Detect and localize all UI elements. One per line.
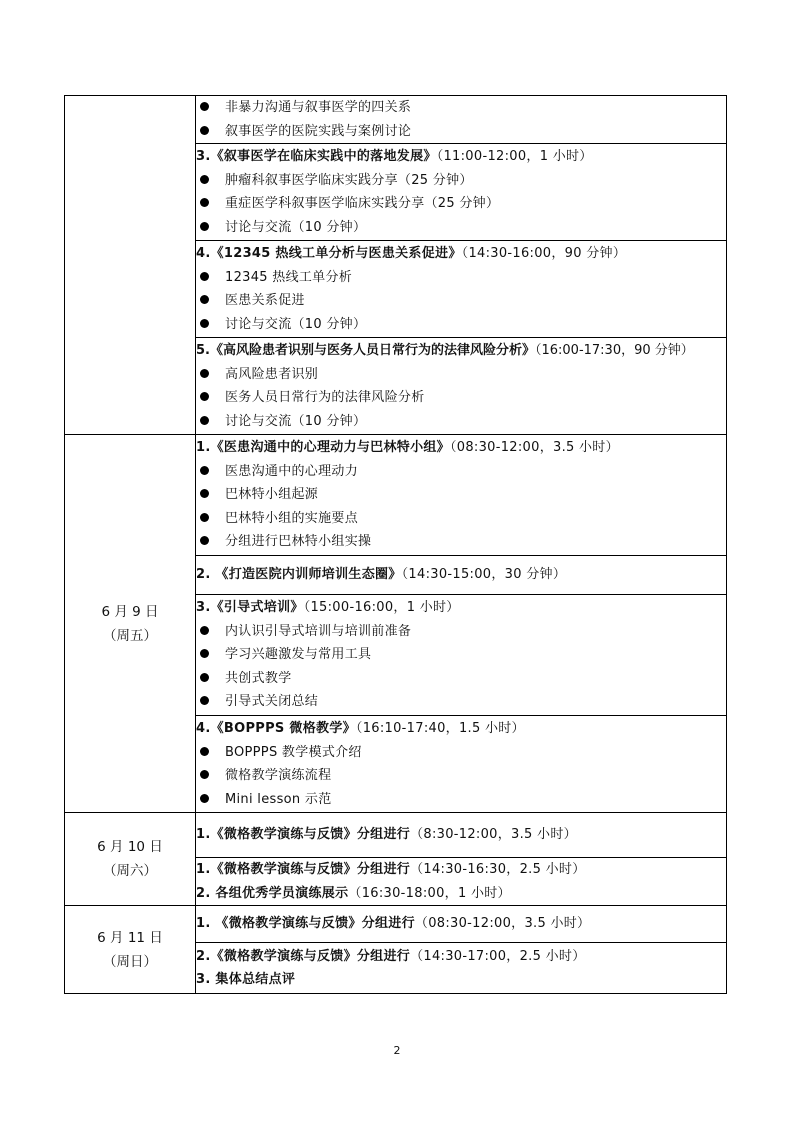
list-item: 共创式教学 <box>196 667 726 691</box>
date-cell <box>65 435 196 813</box>
bullet-icon <box>200 536 209 545</box>
session-title: 1.《微格教学演练与反馈》分组进行（14:30-16:30，2.5 小时） <box>196 862 586 877</box>
list-item: 学习兴趣激发与常用工具 <box>196 643 726 667</box>
list-item: BOPPPS 教学模式介绍 <box>196 741 726 765</box>
list-item: 分组进行巴林特小组实操 <box>196 530 726 554</box>
weekday-label: （周日） <box>103 953 157 970</box>
session-title: 5.《高风险患者识别与医务人员日常行为的法律风险分析》（16:00-17:30，90 分钟） <box>196 343 694 358</box>
list-item: 医患沟通中的心理动力 <box>196 460 726 484</box>
session-title: 1.《医患沟通中的心理动力与巴林特小组》（08:30-12:00，3.5 小时） <box>196 440 619 456</box>
weekday-label: （周五） <box>103 627 157 644</box>
session-title: 3. 集体总结点评 <box>196 972 296 987</box>
list-item: 非暴力沟通与叙事医学的四关系 <box>196 96 726 120</box>
date-cell <box>65 813 196 906</box>
session-title: 4.《BOPPPS 微格教学》（16:10-17:40，1.5 小时） <box>196 721 525 736</box>
bullet-icon <box>200 673 209 682</box>
list-item: 巴林特小组的实施要点 <box>196 507 726 531</box>
bullet-icon <box>200 747 209 756</box>
bullet-icon <box>200 466 209 475</box>
list-item: 讨论与交流（10 分钟） <box>196 410 726 434</box>
bullet-icon <box>200 794 209 803</box>
list-item: Mini lesson 示范 <box>196 788 726 812</box>
bullet-icon <box>200 626 209 635</box>
list-item: 高风险患者识别 <box>196 363 726 387</box>
bullet-icon <box>200 222 209 231</box>
session-title: 1. 《微格教学演练与反馈》分组进行（08:30-12:00，3.5 小时） <box>196 916 591 932</box>
session-block <box>196 338 727 435</box>
session-title: 3.《引导式培训》（15:00-16:00，1 小时） <box>196 600 460 616</box>
bullet-icon <box>200 102 209 111</box>
bullet-icon <box>200 649 209 658</box>
session-time: （16:30-18:00，1 小时） <box>348 885 511 901</box>
weekday-label: （周六） <box>103 863 157 879</box>
date-cell <box>65 96 196 435</box>
list-item: 巴林特小组起源 <box>196 483 726 507</box>
list-item: 医患关系促进 <box>196 289 726 313</box>
list-item: 微格教学演练流程 <box>196 764 726 788</box>
date-label: 6 月 11 日 <box>97 929 163 946</box>
session-block <box>196 144 727 241</box>
session-title: 1.《微格教学演练与反馈》分组进行（8:30-12:00，3.5 小时） <box>196 827 577 843</box>
session-title: 4.《12345 热线工单分析与医患关系促进》（14:30-16:00，90 分钟） <box>196 246 627 261</box>
session-time: （8:30-12:00，3.5 小时） <box>410 827 577 843</box>
bullet-icon <box>200 295 209 304</box>
session-block <box>196 813 727 858</box>
list-item: 12345 热线工单分析 <box>196 266 726 290</box>
bullet-icon <box>200 272 209 281</box>
bullet-icon <box>200 369 209 378</box>
session-block <box>196 858 727 906</box>
schedule-row <box>65 906 727 943</box>
list-item: 内认识引导式培训与培训前准备 <box>196 620 726 644</box>
session-title: 2.《微格教学演练与反馈》分组进行（14:30-17:00，2.5 小时） <box>196 948 586 964</box>
schedule-row <box>65 813 727 858</box>
date-cell <box>65 906 196 994</box>
session-title: 2. 各组优秀学员演练展示（16:30-18:00，1 小时） <box>196 885 511 901</box>
session-time: （08:30-12:00，3.5 小时） <box>414 916 591 932</box>
session-block <box>196 943 727 994</box>
session-time: （14:30-15:00，30 分钟） <box>401 567 567 583</box>
session-block <box>196 556 727 595</box>
session-time: （11:00-12:00，1 小时） <box>436 149 593 164</box>
bullet-icon <box>200 319 209 328</box>
bullet-icon <box>200 126 209 135</box>
session-time: （14:30-16:30，2.5 小时） <box>410 862 586 877</box>
session-time: （14:30-17:00，2.5 小时） <box>410 948 586 964</box>
list-item: 讨论与交流（10 分钟） <box>196 313 726 337</box>
session-title: 2. 《打造医院内训师培训生态圈》（14:30-15:00，30 分钟） <box>196 567 567 583</box>
session-block <box>196 241 727 338</box>
bullet-icon <box>200 392 209 401</box>
session-block <box>196 96 727 144</box>
session-time: （16:00-17:30，90 分钟） <box>534 343 694 358</box>
bullet-icon <box>200 416 209 425</box>
date-label: 6 月 9 日 <box>101 603 159 620</box>
bullet-icon <box>200 489 209 498</box>
session-title: 3.《叙事医学在临床实践中的落地发展》（11:00-12:00，1 小时） <box>196 149 593 164</box>
session-block <box>196 595 727 716</box>
list-item: 医务人员日常行为的法律风险分析 <box>196 386 726 410</box>
session-block <box>196 716 727 813</box>
session-time: （08:30-12:00，3.5 小时） <box>449 440 619 456</box>
bullet-icon <box>200 198 209 207</box>
list-item: 叙事医学的医院实践与案例讨论 <box>196 120 726 144</box>
bullet-icon <box>200 175 209 184</box>
session-time: （15:00-16:00，1 小时） <box>303 600 460 616</box>
date-label: 6 月 10 日 <box>97 839 163 855</box>
session-time: （16:10-17:40，1.5 小时） <box>355 721 525 736</box>
bullet-icon <box>200 513 209 522</box>
schedule-row <box>65 96 727 144</box>
list-item: 肿瘤科叙事医学临床实践分享（25 分钟） <box>196 169 726 193</box>
list-item: 讨论与交流（10 分钟） <box>196 216 726 240</box>
schedule-table <box>64 95 727 994</box>
bullet-icon <box>200 770 209 779</box>
page-number: 2 <box>393 1044 401 1057</box>
list-item: 引导式关闭总结 <box>196 690 726 714</box>
session-block <box>196 906 727 943</box>
bullet-icon <box>200 696 209 705</box>
session-block <box>196 435 727 556</box>
list-item: 重症医学科叙事医学临床实践分享（25 分钟） <box>196 192 726 216</box>
session-time: （14:30-16:00，90 分钟） <box>461 246 627 261</box>
schedule-row <box>65 435 727 556</box>
